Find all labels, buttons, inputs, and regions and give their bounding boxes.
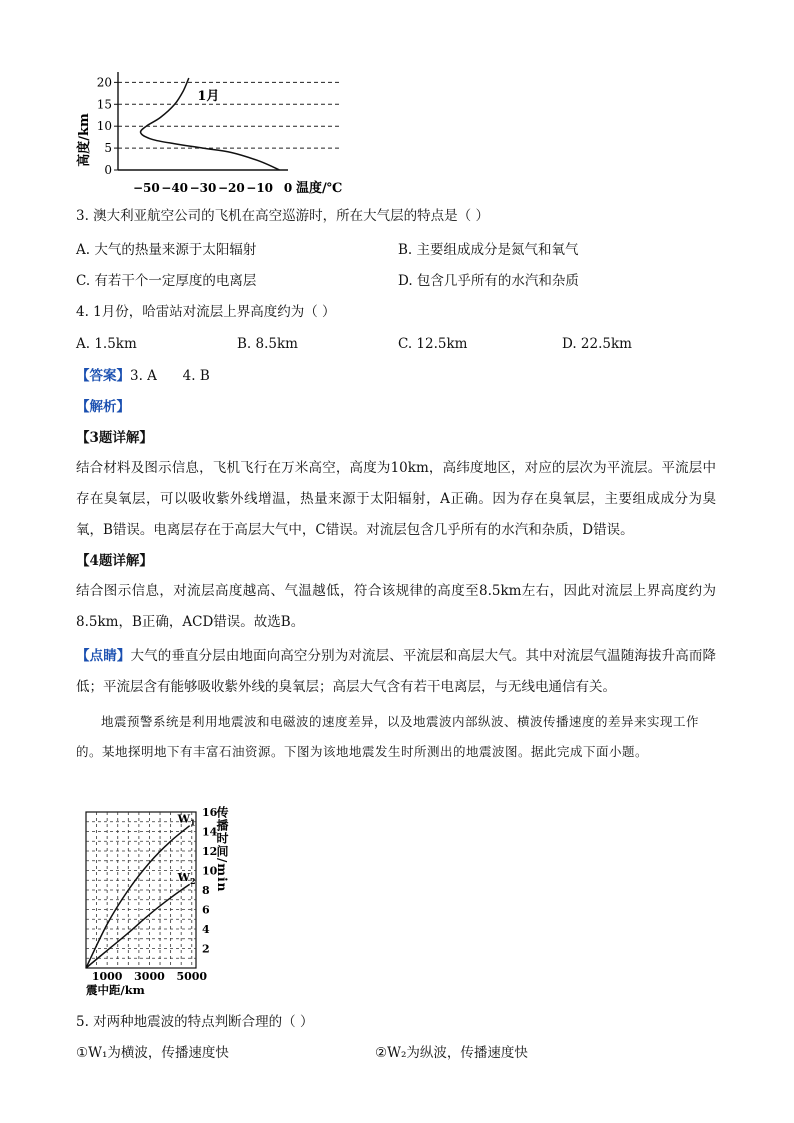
detail-4-text: 结合图示信息，对流层高度越高、气温越低，符合该规律的高度至8.5km左右，因此对流层上界高度约为8.5km，B正确，ACD错误。故选B。 [76, 583, 716, 630]
seismic-wave-chart [72, 800, 242, 996]
question-3-stem: 3. 澳大利亚航空公司的飞机在高空巡游时，所在大气层的特点是（ ） [76, 208, 489, 224]
comment-tag: 【点睛】 [76, 648, 131, 664]
answer-text: 3. A 4. B [130, 368, 210, 384]
y-tick-label: 5 [104, 141, 112, 156]
detail-4-heading [76, 551, 153, 571]
y-tick-label: 10 [202, 864, 218, 878]
series-label-letter: W [177, 812, 191, 826]
question-4-stem: 4. 1月份，哈雷站对流层上界高度约为（ ） [76, 304, 336, 320]
analysis-heading [76, 397, 130, 417]
x-tick-label: −50 [132, 181, 160, 195]
y-tick-label: 12 [202, 845, 218, 858]
y-tick-label: 6 [202, 903, 210, 917]
q4-option-d: D. 22.5km [562, 336, 632, 352]
y-tick-label: 16 [202, 806, 218, 819]
q5-option-2: ②W₂为纵波，传播速度快 [375, 1045, 528, 1061]
detail-4-tag: 【4题详解】 [76, 553, 153, 569]
series-label-letter: W [177, 871, 191, 885]
analysis-tag: 【解析】 [76, 399, 130, 415]
q3-option-d: D. 包含几乎所有的水汽和杂质 [398, 273, 579, 289]
y-tick-label: 20 [96, 75, 112, 90]
q4-option-c: C. 12.5km [398, 336, 468, 352]
temperature-altitude-chart [70, 66, 360, 198]
series-label-w2 [177, 871, 196, 886]
series-label-subscript: 2 [190, 876, 196, 887]
detail-3-heading [76, 428, 153, 448]
material-paragraph: 地震预警系统是利用地震波和电磁波的速度差异，以及地震波内部纵波、横波传播速度的差异来实现工作的。某地探明地下有丰富石油资源。下图为该地地震发生时所测出的地震波图。据此完成下面小题。 [76, 714, 700, 759]
wave-line-w2 [86, 884, 190, 968]
y-tick-label: 14 [202, 825, 218, 839]
x-tick-label: −40 [161, 181, 189, 195]
comment-text: 大气的垂直分层由地面向高空分别为对流层、平流层和高层大气。其中对流层气温随海拔升高而降低；平流层含有能够吸收紫外线的臭氧层；高层大气含有若干电离层，与无线电通信有关。 [76, 648, 717, 695]
x-tick-label: −10 [246, 181, 274, 195]
series-label-subscript: 1 [190, 817, 196, 828]
x-axis-label: 震中距/km [86, 983, 145, 996]
y-tick-label: 15 [96, 97, 112, 112]
detail-3-tag: 【3题详解】 [76, 430, 153, 446]
q5-option-1: ①W₁为横波，传播速度快 [76, 1045, 229, 1061]
q4-option-a: A. 1.5km [76, 336, 137, 352]
x-tick-label: 3000 [134, 970, 165, 983]
q3-option-b: B. 主要组成成分是氮气和氧气 [398, 242, 579, 258]
x-tick-label: 5000 [176, 970, 208, 983]
x-tick-label: 1000 [91, 970, 123, 983]
y-tick-label: 8 [202, 884, 210, 897]
comment-paragraph [76, 641, 716, 703]
answer-line [76, 366, 210, 386]
x-tick-label: −30 [189, 181, 217, 195]
y-axis-label: 传播时间/min [215, 806, 229, 893]
y-axis-label: 高度/km [77, 113, 92, 167]
detail-3-text: 结合材料及图示信息，飞机飞行在万米高空，高度为10km，高纬度地区，对应的层次为平流层。平流层中存在臭氧层，可以吸收紫外线增温，热量来源于太阳辐射，A正确。因为存在臭氧层，主要组成成分为臭氧，B错误。电离层存在于高层大气中，C错误。对流层包含几乎所有的水汽和杂质，D错误。 [76, 460, 716, 538]
wave-line-w1 [86, 826, 190, 968]
x-tick-label: 0 [283, 181, 293, 195]
series-label-january: 1月 [197, 88, 220, 104]
q3-option-c: C. 有若干个一定厚度的电离层 [76, 273, 257, 289]
q3-option-a: A. 大气的热量来源于太阳辐射 [76, 242, 257, 258]
y-tick-label: 4 [202, 923, 210, 936]
y-tick-label: 0 [104, 163, 112, 177]
x-axis-label: 温度/℃ [296, 181, 343, 196]
y-tick-label: 10 [96, 119, 112, 134]
q4-option-b: B. 8.5km [237, 336, 298, 352]
answer-tag: 【答案】 [76, 368, 130, 384]
y-tick-label: 2 [202, 942, 210, 956]
question-5-stem: 5. 对两种地震波的特点判断合理的（ ） [76, 1014, 314, 1030]
x-tick-label: −20 [217, 181, 245, 195]
series-label-w1 [177, 813, 196, 828]
